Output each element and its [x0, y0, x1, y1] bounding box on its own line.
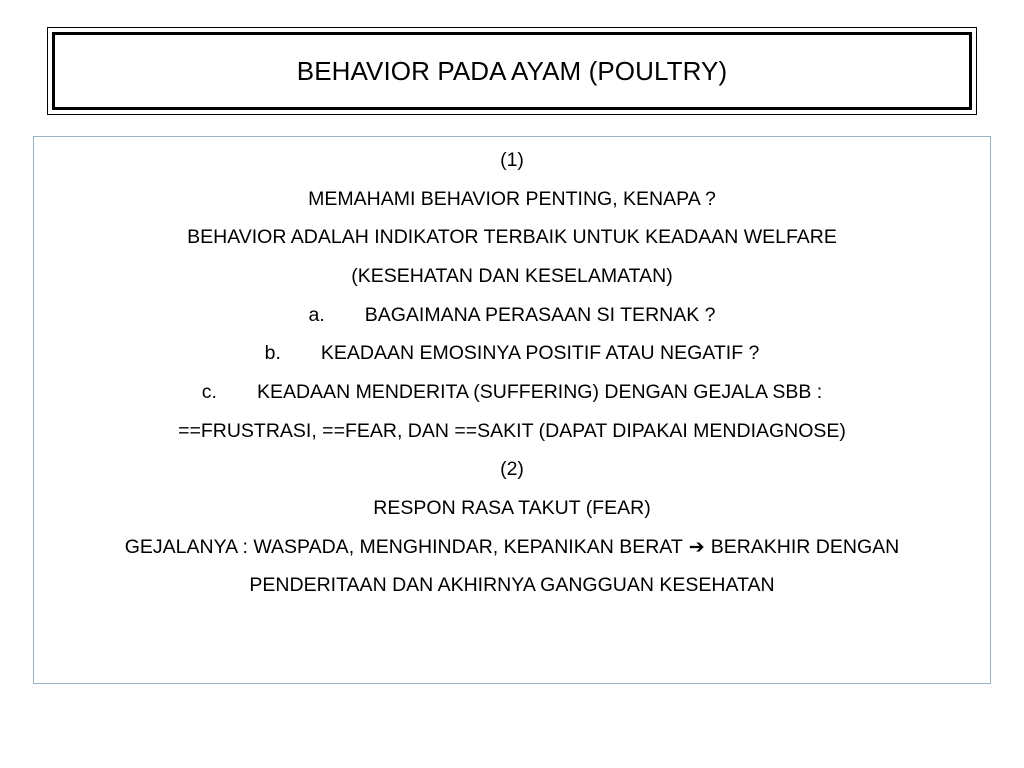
- section-number-2-text: (2): [500, 458, 524, 481]
- list-item-c-text: KEADAAN MENDERITA (SUFFERING) DENGAN GEJALA SBB :: [256, 380, 823, 403]
- content-line-symptoms-text: ==FRUSTRASI, ==FEAR, DAN ==SAKIT (DAPAT DIPAKAI MENDIAGNOSE): [178, 419, 846, 442]
- content-line-conclusion: [34, 567, 990, 606]
- content-line-indicator-text: BEHAVIOR ADALAH INDIKATOR TERBAIK UNTUK KEADAAN WELFARE: [187, 226, 837, 249]
- content-line-question-text: MEMAHAMI BEHAVIOR PENTING, KENAPA ?: [308, 187, 716, 210]
- list-item-c: [34, 373, 990, 412]
- list-marker-b: b.: [264, 342, 281, 365]
- list-item-a-text: BAGAIMANA PERASAAN SI TERNAK ?: [364, 303, 716, 326]
- right-arrow-icon: ➔: [688, 536, 705, 559]
- content-line-fear-symptoms-before: GEJALANYA : WASPADA, MENGHINDAR, KEPANIKAN BERAT: [124, 535, 683, 558]
- content-line-conclusion-text: PENDERITAAN DAN AKHIRNYA GANGGUAN KESEHATAN: [249, 574, 775, 597]
- content-box: [33, 136, 991, 684]
- content-line-fear-response: [34, 489, 990, 528]
- content-line-symptoms: [34, 412, 990, 451]
- content-line-fear-symptoms-after: BERAKHIR DENGAN: [710, 535, 900, 558]
- section-number-2: [34, 451, 990, 490]
- list-item-b-text: KEADAAN EMOSINYA POSITIF ATAU NEGATIF ?: [320, 342, 760, 365]
- list-marker-a: a.: [308, 303, 325, 326]
- content-line-welfare-note-text: (KESEHATAN DAN KESELAMATAN): [351, 264, 673, 287]
- slide-title: BEHAVIOR PADA AYAM (POULTRY): [296, 55, 728, 86]
- list-marker-c: c.: [201, 380, 217, 403]
- list-item-b: [34, 334, 990, 373]
- section-number-1: [34, 141, 990, 180]
- list-item-a: [34, 296, 990, 335]
- section-number-1-text: (1): [500, 148, 524, 171]
- content-line-indicator: [34, 218, 990, 257]
- content-line-fear-response-text: RESPON RASA TAKUT (FEAR): [373, 497, 651, 520]
- title-frame: [47, 27, 977, 115]
- content-line-question: [34, 180, 990, 219]
- content-line-fear-symptoms: [34, 528, 990, 567]
- content-line-welfare-note: [34, 257, 990, 296]
- title-box: [52, 32, 972, 110]
